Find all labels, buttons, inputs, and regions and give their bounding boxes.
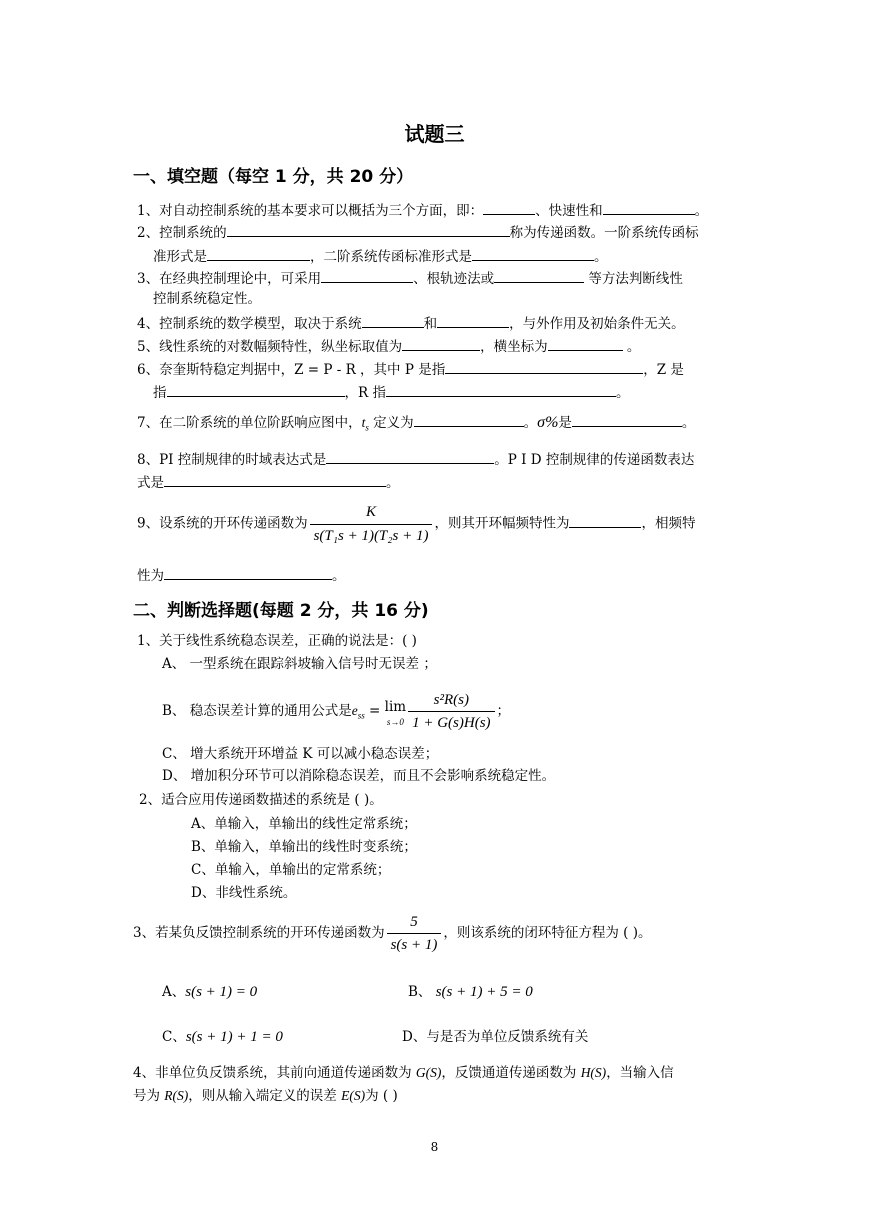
answer-blank[interactable] <box>548 336 623 351</box>
option-2-1-c[interactable]: C、 增大系统开环增益 K 可以减小稳态误差； <box>162 746 439 762</box>
question-1-9-cont: 性为 。 <box>137 565 346 585</box>
answer-blank[interactable] <box>483 200 535 215</box>
question-1-6: 6、奈奎斯特稳定判据中，Z = P - R ，其中 P 是指 ，Z 是 <box>137 359 684 379</box>
option-2-2-c[interactable]: C、单输入，单输出的定常系统； <box>191 862 391 878</box>
answer-blank[interactable] <box>603 200 695 215</box>
question-1-3: 3、在经典控制理论中，可采用 、根轨迹法或 等方法判断线性 <box>137 268 683 288</box>
answer-blank[interactable] <box>572 412 682 427</box>
question-1-3-cont: 控制系统稳定性。 <box>153 291 261 307</box>
answer-blank[interactable] <box>402 336 480 351</box>
option-2-3-d[interactable]: D、与是否为单位反馈系统有关 <box>402 1029 589 1045</box>
answer-blank[interactable] <box>164 472 386 487</box>
steady-state-error-fraction: $\frac{\text{s²R(s)}}{1 + G(s)H(s)}$ <box>408 690 494 733</box>
answer-blank[interactable] <box>326 449 494 464</box>
answer-blank[interactable] <box>227 222 510 237</box>
answer-blank[interactable] <box>164 565 332 580</box>
option-2-1-b[interactable]: B、 稳态误差计算的通用公式是$e_{ss}$ = lim s→0 $\frac{\text{s²R(s)}}{1 + G(s)H(s)}$ ； <box>162 692 511 731</box>
section2-heading: 二、判断选择题(每题 2 分，共 16 分) <box>133 601 429 621</box>
question-1-4: 4、控制系统的数学模型，取决于系统 和 ，与外作用及初始条件无关。 <box>137 313 685 333</box>
option-2-3-a[interactable]: A、s(s + 1) = 0 <box>162 984 258 1000</box>
option-2-2-d[interactable]: D、非线性系统。 <box>191 885 297 901</box>
question-2-1-stem: 1、关于线性系统稳态误差，正确的说法是：( ) <box>137 633 417 649</box>
question-1-2: 2、控制系统的 称为传递函数。一阶系统传函标 <box>137 222 699 242</box>
math-ts: $t_s$ <box>361 415 369 433</box>
question-1-8-cont: 式是 。 <box>137 472 400 492</box>
answer-blank[interactable] <box>362 313 424 328</box>
answer-blank[interactable] <box>167 382 345 397</box>
math-sigma: σ% <box>537 414 559 431</box>
question-2-2-stem: 2、适合应用传递函数描述的系统是 ( )。 <box>139 792 383 808</box>
question-1-9: 9、设系统的开环传递函数为 $\frac{K}{\text{s(T₁s + 1)(T₂s + 1)}}$ ，则其开环幅频特性为 ，相频特 <box>137 504 696 544</box>
question-1-8: 8、PI 控制规律的时域表达式是 。P I D 控制规律的传递函数表达 <box>137 449 694 469</box>
question-1-5: 5、线性系统的对数幅频特性，纵坐标取值为 ，横坐标为 。 <box>137 336 640 356</box>
question-1-7: 7、在二阶系统的单位阶跃响应图中，$t_s$ 定义为 。σ%是 。 <box>137 414 696 433</box>
transfer-function-fraction: $\frac{K}{\text{s(T₁s + 1)(T₂s + 1)}}$ <box>310 502 433 546</box>
answer-blank[interactable] <box>494 268 584 283</box>
section1-heading: 一、填空题（每空 1 分，共 20 分） <box>133 167 414 187</box>
question-2-4-line1: 4、非单位负反馈系统，其前向通道传递函数为 G(S)，反馈通道传递函数为 H(S)，当输入信 <box>133 1065 674 1081</box>
math-ess: $e_{ss}$ <box>351 703 365 721</box>
answer-blank[interactable] <box>445 359 643 374</box>
answer-blank[interactable] <box>386 382 616 397</box>
page-number: 8 <box>430 1140 439 1154</box>
answer-blank[interactable] <box>321 268 413 283</box>
math-limit: lim s→0 <box>384 698 407 727</box>
question-2-3-stem: 3、若某负反馈控制系统的开环传递函数为 $\frac{5}{s(s + 1)}$ ，则该系统的闭环特征方程为 ( )。 <box>133 914 652 953</box>
answer-blank[interactable] <box>437 313 509 328</box>
option-2-1-d[interactable]: D、 增加积分环节可以消除稳态误差，而且不会影响系统稳定性。 <box>162 768 556 784</box>
option-2-3-c[interactable]: C、s(s + 1) + 1 = 0 <box>162 1029 283 1045</box>
option-2-2-a[interactable]: A、单输入，单输出的线性定常系统； <box>191 816 417 832</box>
option-2-3-b[interactable]: B、 s(s + 1) + 5 = 0 <box>408 984 533 1000</box>
answer-blank[interactable] <box>472 246 594 261</box>
answer-blank[interactable] <box>414 412 524 427</box>
option-2-1-a[interactable]: A、 一型系统在跟踪斜坡输入信号时无误差 ； <box>162 656 437 672</box>
option-2-2-b[interactable]: B、单输入，单输出的线性时变系统； <box>191 839 417 855</box>
question-1-6-cont: 指 ，R 指 。 <box>153 382 629 402</box>
answer-blank[interactable] <box>207 246 310 261</box>
page-title: 试题三 <box>404 122 465 146</box>
question-1-1: 1、对自动控制系统的基本要求可以概括为三个方面，即： 、快速性和 。 <box>137 200 708 220</box>
answer-blank[interactable] <box>569 513 641 528</box>
open-loop-fraction: $\frac{5}{s(s + 1)}$ <box>387 912 442 955</box>
question-1-2-cont: 准形式是 ，二阶系统传函标准形式是 。 <box>153 246 608 266</box>
question-2-4-line2: 号为 R(S)，则从输入端定义的误差 E(S)为 ( ) <box>133 1088 398 1104</box>
